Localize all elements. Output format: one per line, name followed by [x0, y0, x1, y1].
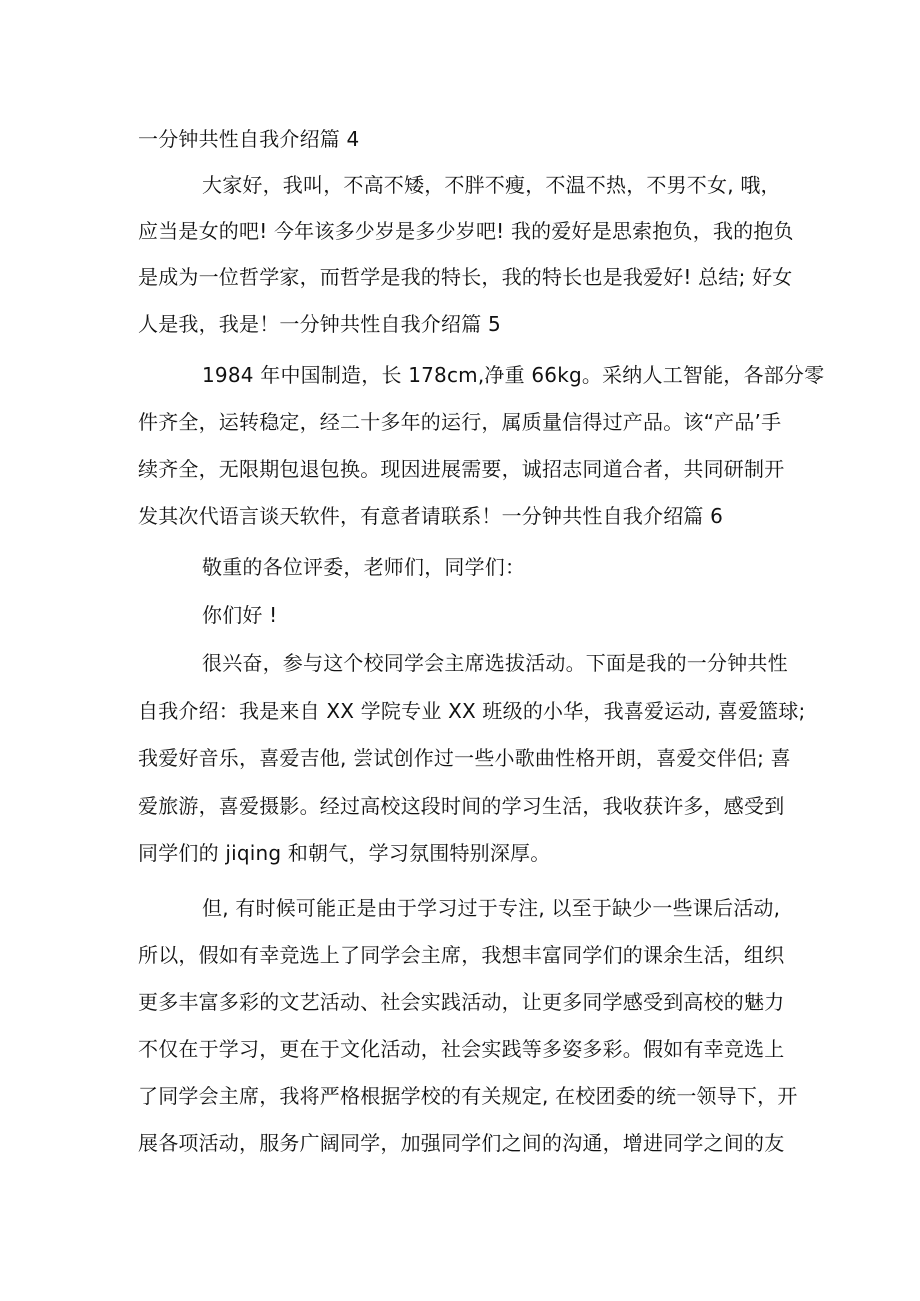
paragraph-line: 应当是女的吧! 今年该多少岁是多少岁吧! 我的爱好是思索抱负，我的抱负 [138, 219, 794, 243]
paragraph-line: 是成为一位哲学家，而哲学是我的特长，我的特长也是我爱好! 总结; 好女 [138, 265, 793, 289]
paragraph-line: 大家好，我叫，不高不矮，不胖不瘦，不温不热，不男不女, 哦， [202, 173, 781, 197]
paragraph-line: 但, 有时候可能正是由于学习过于专注, 以至于缺少一些课后活动, [202, 896, 781, 920]
paragraph-line: 自我介绍：我是来自 XX 学院专业 XX 班级的小华，我喜爱运动, 喜爱篮球; [138, 699, 806, 723]
paragraph-line: 人是我，我是！一分钟共性自我介绍篇 5 [138, 312, 501, 336]
paragraph-line: 1984 年中国制造，长 178cm,净重 66kg。采纳人工智能，各部分零 [202, 363, 825, 387]
paragraph-line: 很兴奋，参与这个校同学会主席选拔活动。下面是我的一分钟共性 [202, 651, 788, 675]
heading-line: 一分钟共性自我介绍篇 4 [138, 127, 360, 151]
paragraph-line: 发其次代语言谈天软件，有意者请联系！一分钟共性自我介绍篇 6 [138, 504, 724, 528]
paragraph-line: 你们好 ! [202, 603, 278, 627]
paragraph-line: 续齐全，无限期包退包换。现因进展需要，诚招志同道合者，共同研制开 [138, 457, 785, 481]
paragraph-line: 件齐全，运转稳定，经二十多年的运行，属质量信得过产品。该“产品’手 [138, 410, 782, 434]
paragraph-line: 所以，假如有幸竞选上了同学会主席，我想丰富同学们的课余生活，组织 [138, 943, 785, 967]
paragraph-line: 展各项活动，服务广阔同学，加强同学们之间的沟通，增进同学之间的友 [138, 1131, 785, 1155]
paragraph-line: 同学们的 jiqing 和朝气，学习氛围特别深厚。 [138, 841, 551, 865]
paragraph-line: 敬重的各位评委，老师们，同学们： [202, 555, 526, 579]
paragraph-line: 更多丰富多彩的文艺活动、社会实践活动，让更多同学感受到高校的魅力 [138, 990, 785, 1014]
paragraph-line: 爱旅游，喜爱摄影。经过高校这段时间的学习生活，我收获许多，感受到 [138, 794, 785, 818]
paragraph-line: 了同学会主席，我将严格根据学校的有关规定, 在校团委的统一领导下，开 [138, 1084, 798, 1108]
paragraph-line: 我爱好音乐，喜爱吉他, 尝试创作过一些小歌曲性格开朗，喜爱交伴侣; 喜 [138, 746, 791, 770]
paragraph-line: 不仅在于学习，更在于文化活动，社会实践等多姿多彩。假如有幸竞选上 [138, 1037, 785, 1061]
